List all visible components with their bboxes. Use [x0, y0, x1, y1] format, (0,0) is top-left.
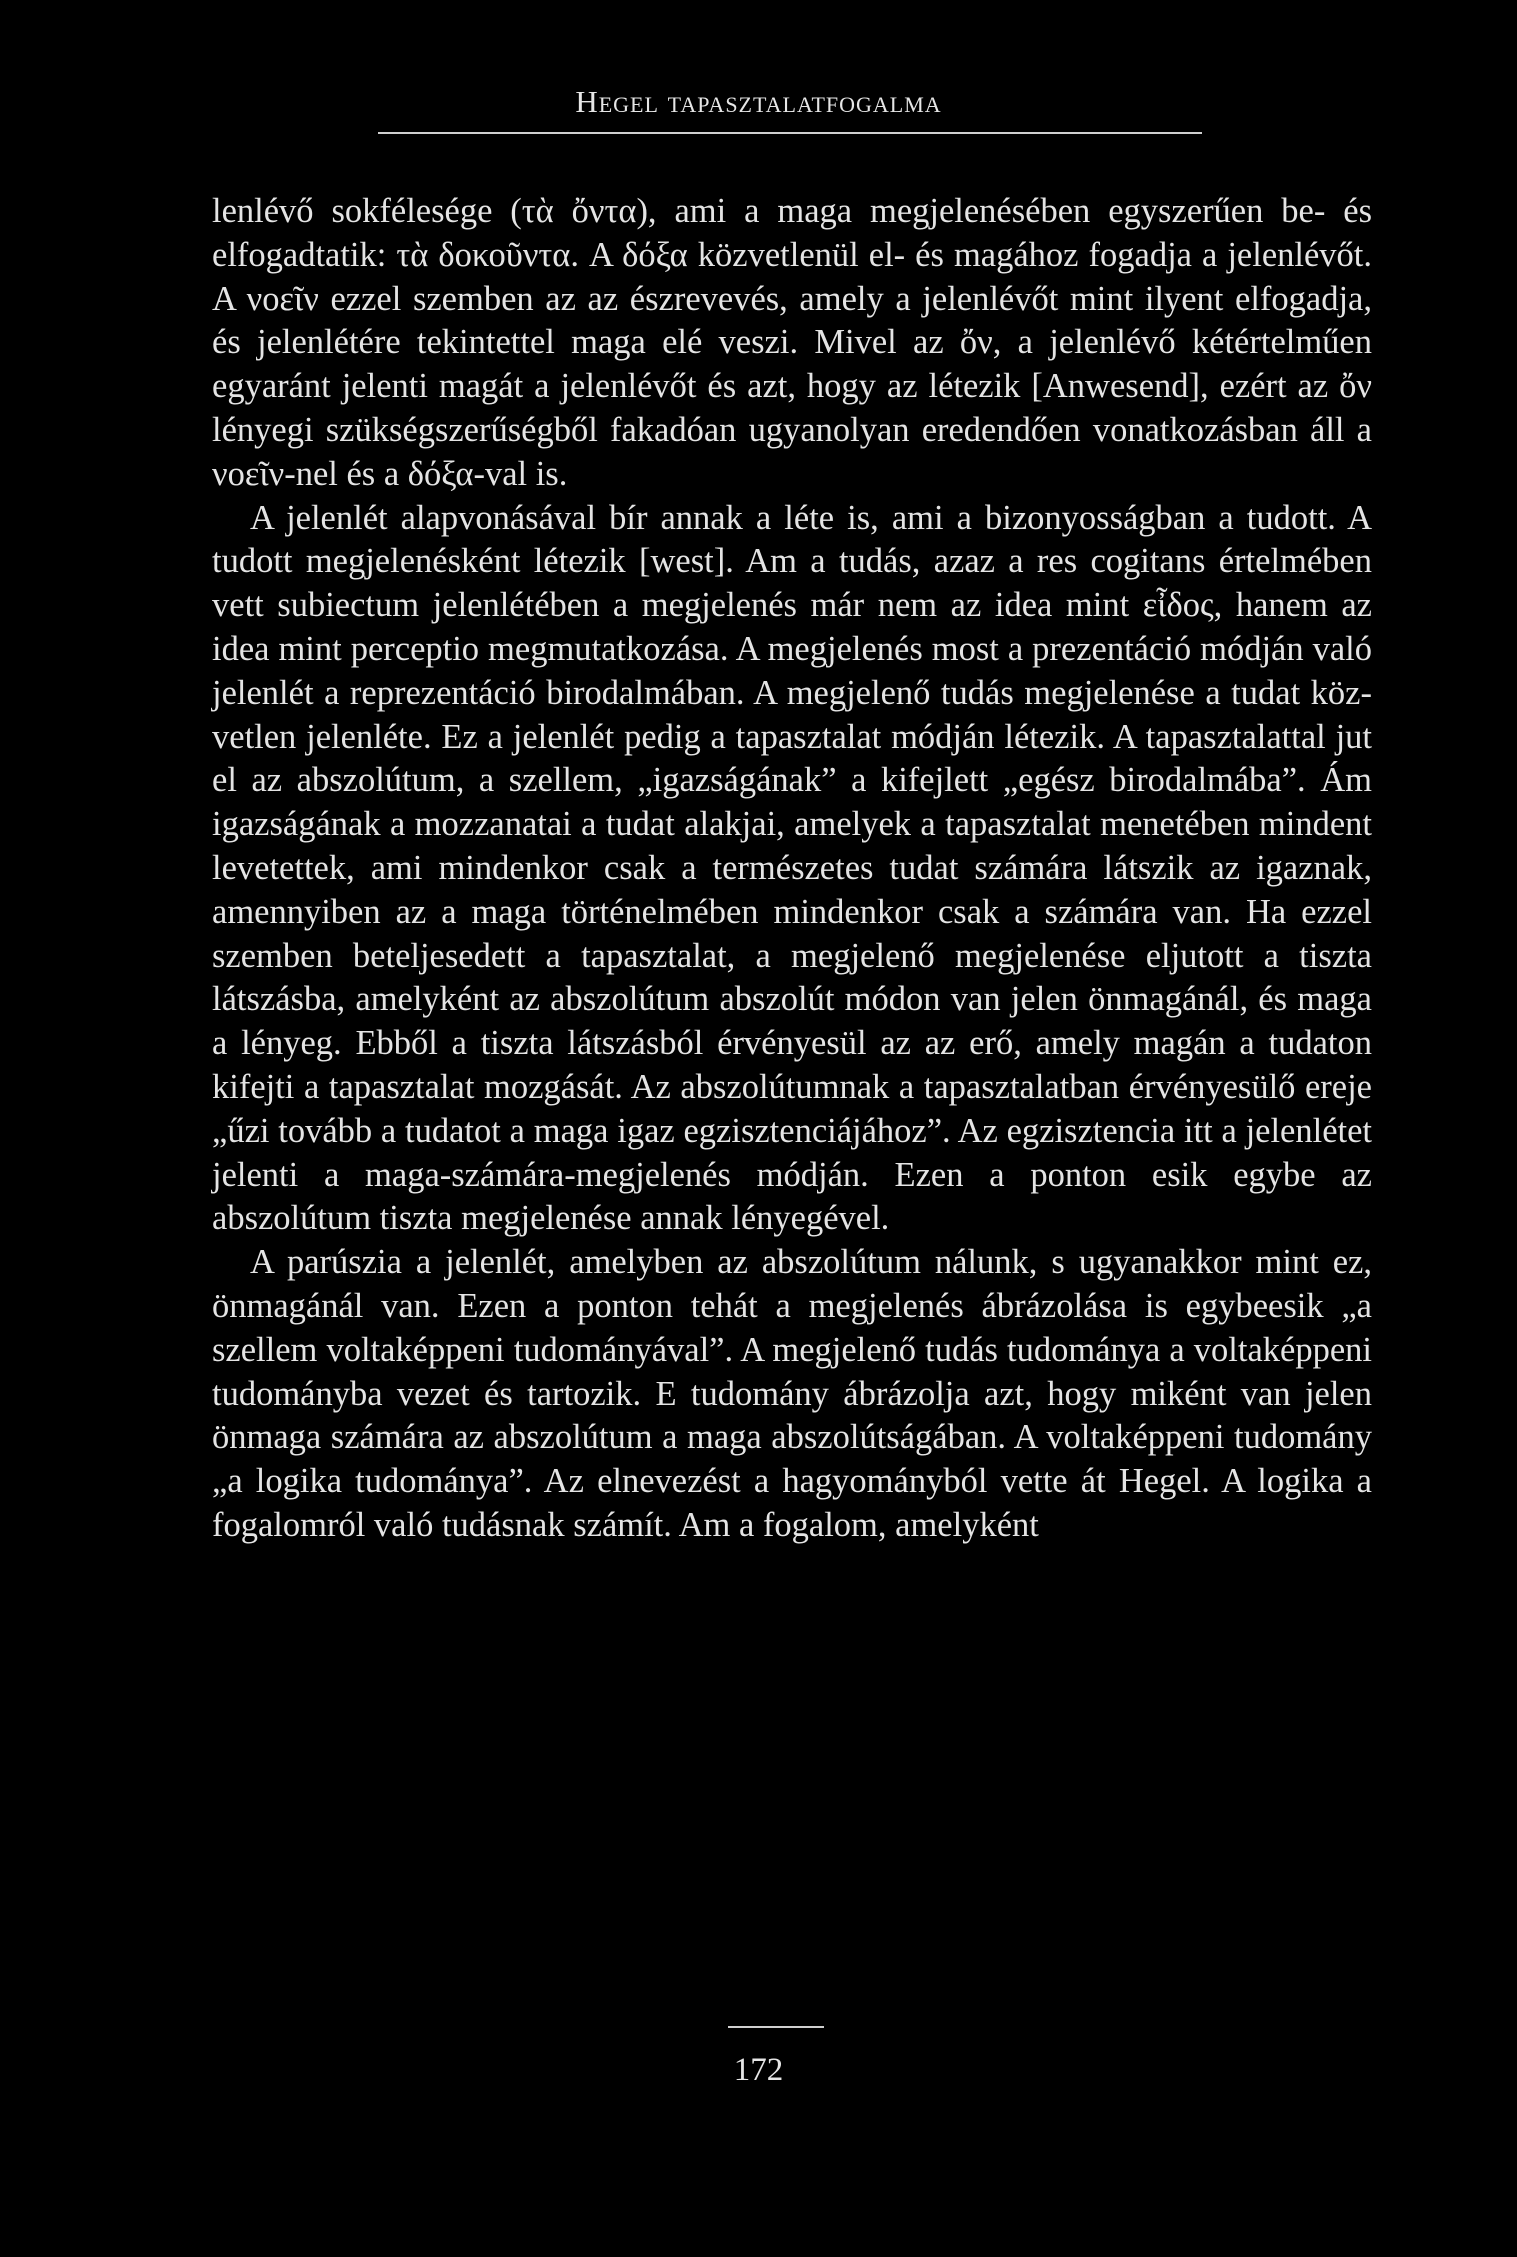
running-header: Hegel tapasztalatfogalma [575, 84, 942, 119]
page-body [212, 190, 1372, 1548]
header-rule [378, 132, 1202, 134]
footer-rule [728, 2026, 824, 2028]
page-number: 172 [733, 2052, 784, 2088]
paragraph-2: A jelenlét alapvonásával bír annak a léte is, ami a bizonyosságban a tudott. A tudott megjelenésként létezik [west]. Am a tudás, azaz a res cogitans értelmében vett subiectum jelenlétében a megjelenés már nem az idea mint εἶδος, hanem az idea mint perceptio megmutatkozása. A megjelenés most a prezentáció módján való jelenlét a reprezentáció birodalmában. A megjelenő tudás megjelenése a tudat közvetlen jelenléte. Ez a jelenlét pedig a tapasztalat módján létezik. A tapasztalattal jut el az abszolútum, a szellem, „igazságának” a kifejlett „egész birodalmába”. Ám igazságának a mozzanatai a tudat alakjai, amelyek a tapasztalat menetében mindent levetettek, ami mindenkor csak a természetes tudat számára látszik az igaznak, amennyiben az a maga történelmében mindenkor csak a számára van. Ha ezzel szemben beteljesedett a tapasztalat, a megjelenő megjelenése eljutott a tiszta látszásba, amelyként az abszolútum abszolút módon van jelen önmagánál, és maga a lényeg. Ebből a tiszta látszásból érvényesül az az erő, amely magán a tudaton kifejti a tapasztalat mozgását. Az abszolútumnak a tapasztalatban érvényesülő ereje „űzi tovább a tudatot a maga igaz egzisztenciájához”. Az egzisztencia itt a jelenlétet jelenti a maga-számára-megjelenés módján. Ezen a ponton esik egybe az abszolútum tiszta megjelenése annak lényegével. [212, 498, 1372, 1238]
paragraph-1: lenlévő sokfélesége (τὰ ὄντα), ami a maga megjelenésében egyszerűen be- és elfogadtatik: τὰ δοκοῦντα. A δόξα közvetlenül el- és magához fogadja a jelenlévőt. A νοεῖν ezzel szemben az az észrevevés, amely a jelenlévőt mint ilyent elfogadja, és jelenlétére tekintettel maga elé veszi. Mivel az ὄν, a jelenlévő kétértelműen egyaránt jelenti magát a jelenlévőt és azt, hogy az létezik [Anwesend], ezért az ὄν lényegi szükségszerűségből fakadóan ugyanolyan eredendően vonatkozásban áll a νοεῖν-nel és a δόξα-val is. [212, 192, 1372, 493]
paragraph-3: A parúszia a jelenlét, amelyben az abszolútum nálunk, s ugyanakkor mint ez, önmagánál van. Ezen a ponton tehát a megjelenés ábrázolása is egybeesik „a szellem voltaképpeni tudományával”. A megjelenő tudás tudománya a voltaképpeni tudományba vezet és tartozik. E tudomány ábrázolja azt, hogy miként van jelen önmaga számára az abszolútum a maga abszolútságában. A voltaképpeni tudomány „a logika tudománya”. Az elnevezést a hagyományból vette át Hegel. A logika a fogalomról való tudásnak számít. Am a fogalom, amelyként [212, 1243, 1372, 1544]
